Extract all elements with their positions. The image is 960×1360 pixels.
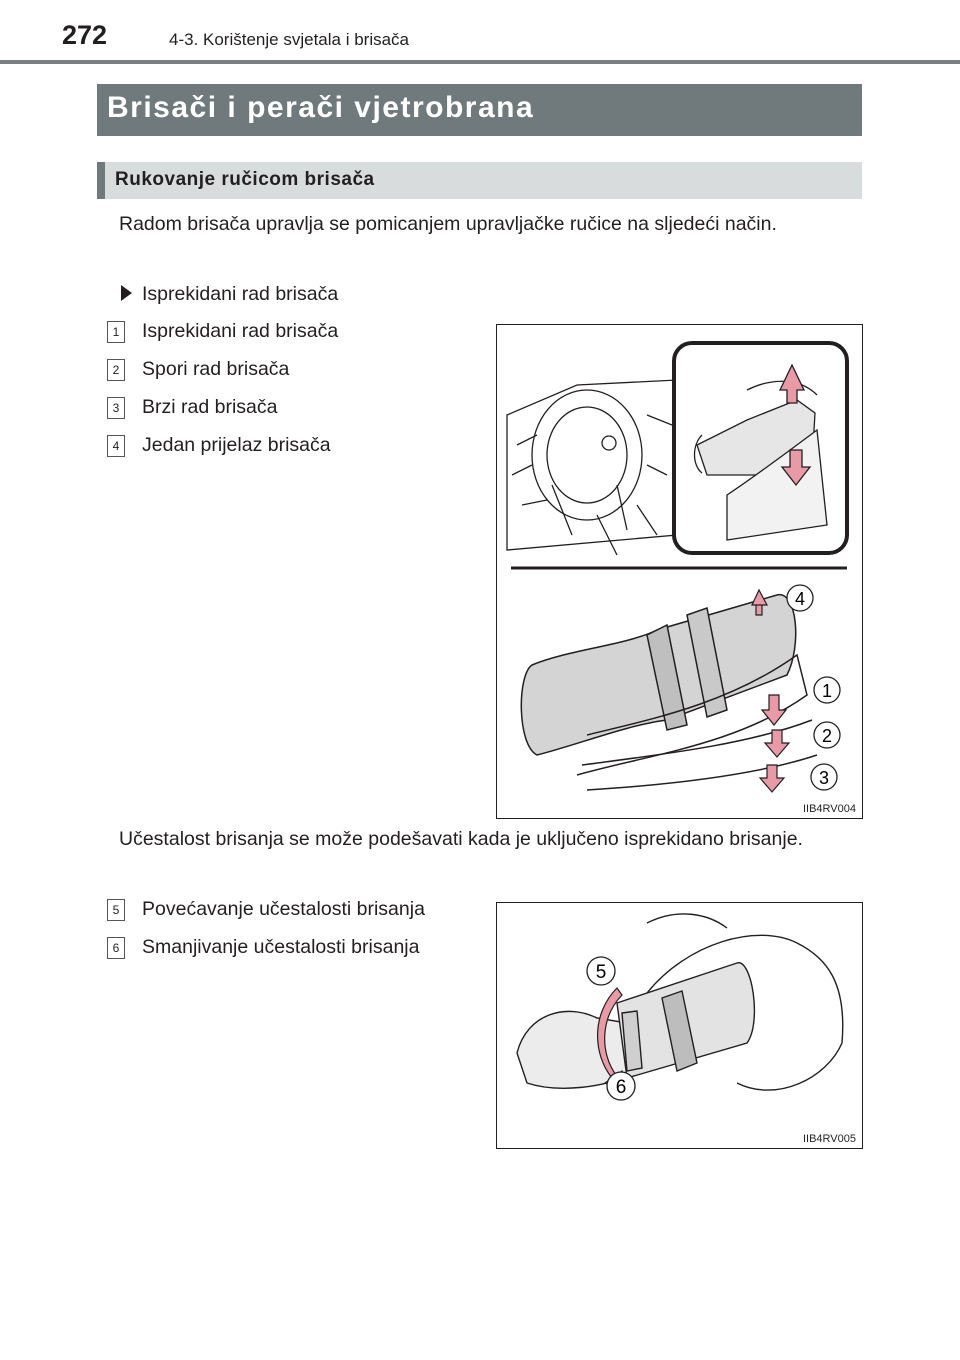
- number-badge: 1: [107, 321, 125, 343]
- callout-label: 3: [818, 768, 830, 788]
- wiper-lever-figure: [496, 324, 863, 819]
- number-badge: 4: [107, 435, 125, 457]
- figure-code: IIB4RV005: [802, 1133, 856, 1145]
- list-item: [107, 898, 425, 921]
- wiper-lever-illustration: [497, 325, 862, 818]
- callout-label: 4: [794, 589, 806, 609]
- header-rule: [0, 60, 960, 64]
- number-badge: 2: [107, 359, 125, 381]
- frequency-paragraph: Učestalost brisanja se može podešavati kada je uključeno isprekidano brisanje.: [119, 828, 803, 850]
- list-item-text: Smanjivanje učestalosti brisanja: [142, 936, 420, 958]
- subsection-heading: [97, 162, 862, 199]
- list-item-text: Jedan prijelaz brisača: [142, 434, 331, 456]
- section-title: Brisači i perači vjetrobrana: [107, 91, 535, 124]
- list-item: [107, 358, 289, 381]
- list-item-text: Povećavanje učestalosti brisanja: [142, 898, 425, 920]
- subsection-title: Rukovanje ručicom brisača: [115, 169, 375, 190]
- callout-label: 5: [595, 962, 607, 983]
- chapter-title: 4-3. Korištenje svjetala i brisača: [169, 30, 410, 49]
- intro-paragraph: Radom brisača upravlja se pomicanjem upravljačke ručice na sljedeći način.: [119, 213, 777, 235]
- list-item-text: Brzi rad brisača: [142, 396, 278, 418]
- page-number: 272: [62, 20, 108, 50]
- list-item-text: Isprekidani rad brisača: [142, 320, 339, 342]
- list-item: [107, 434, 331, 457]
- frequency-dial-figure: [496, 902, 863, 1149]
- bullet-label: Isprekidani rad brisača: [142, 283, 339, 305]
- number-badge: 6: [107, 937, 125, 959]
- list-item-text: Spori rad brisača: [142, 358, 290, 380]
- bullet-intermittent: [121, 283, 338, 306]
- callout-label: 6: [615, 1077, 627, 1098]
- list-item: [107, 936, 419, 959]
- number-badge: 5: [107, 899, 125, 921]
- callout-label: 2: [821, 726, 833, 746]
- number-badge: 3: [107, 397, 125, 419]
- frequency-dial-illustration: [497, 903, 862, 1148]
- list-item: [107, 320, 338, 343]
- figure-code: IIB4RV004: [802, 803, 856, 815]
- section-banner: [97, 84, 862, 136]
- callout-label: 1: [821, 681, 833, 701]
- list-item: [107, 396, 277, 419]
- triangle-bullet-icon: [121, 285, 132, 301]
